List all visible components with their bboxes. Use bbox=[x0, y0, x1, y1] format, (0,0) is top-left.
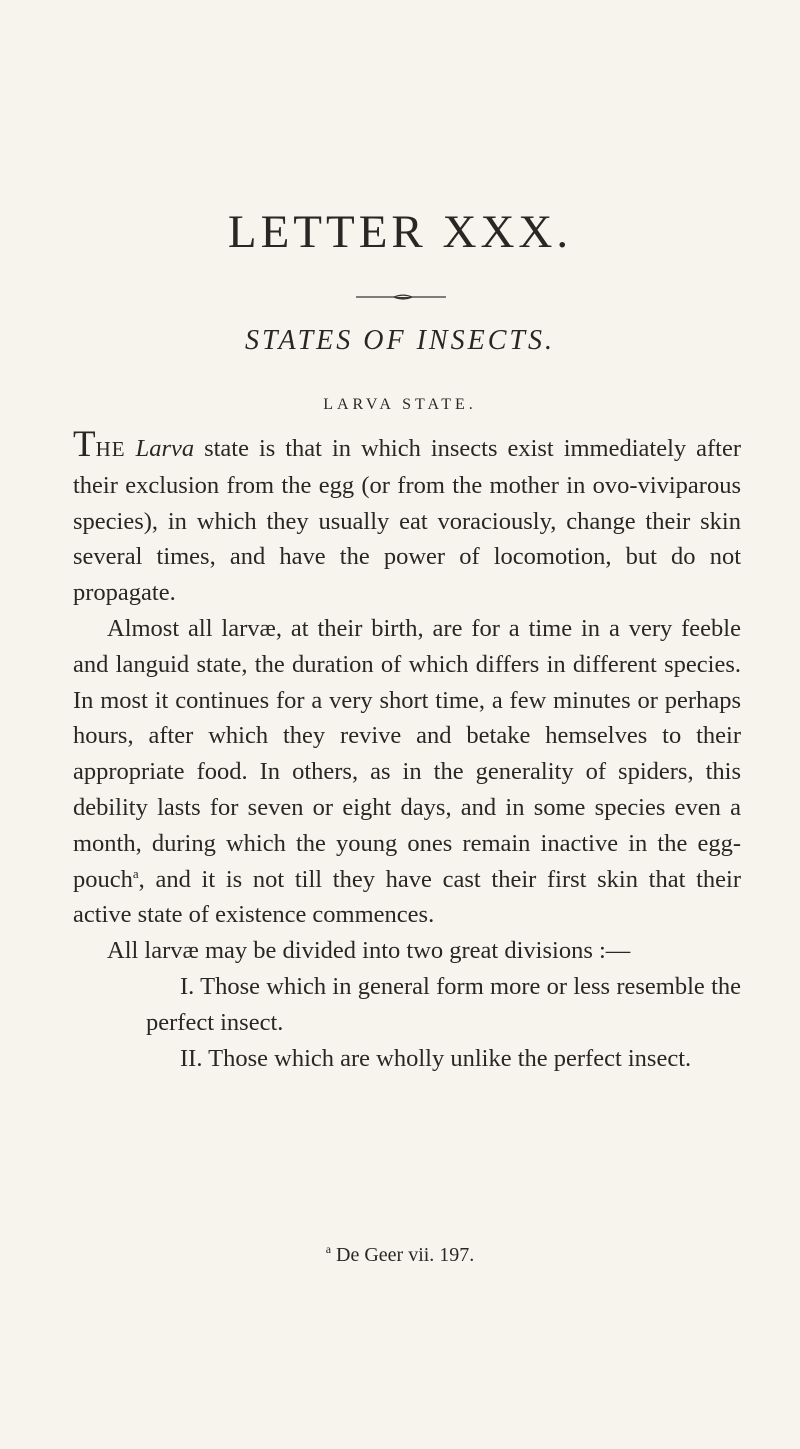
subsection-title: LARVA STATE. bbox=[323, 396, 477, 413]
list-item-division-2: II. Those which are wholly unlike the perfect insect. bbox=[180, 1044, 692, 1072]
footnote bbox=[0, 1244, 800, 1267]
paragraph-larva-definition bbox=[73, 424, 741, 611]
drop-cap: T bbox=[73, 424, 96, 465]
paragraph-text: , and it is not till they have cast their first skin that their active state of existence commences. bbox=[73, 865, 741, 929]
italic-term: Larva bbox=[135, 435, 195, 462]
section-title: STATES OF INSECTS. bbox=[245, 325, 555, 356]
letter-title: LETTER XXX. bbox=[227, 206, 573, 258]
paragraph-text: Almost all larvæ, at their birth, are for a time in a very feeble and languid state, the duration of which differs in different species. In most it continues for a very short time, a few minutes or perhaps hours, after which they revive and betake hemselves to their appropriate food. In others, as in the generality of spiders, this debility lasts for seven or eight days, and in some species even a month, during which the young ones remain inactive in the egg-pouch bbox=[73, 614, 741, 893]
small-caps-word: HE bbox=[95, 437, 126, 461]
body-text bbox=[73, 424, 741, 1076]
list-item-division-1: I. Those which in general form more or less resemble the perfect insect. bbox=[146, 972, 741, 1036]
ornament-rule bbox=[354, 294, 448, 300]
paragraph-divisions: All larvæ may be divided into two great divisions :— bbox=[107, 937, 631, 965]
footnote-mark: a bbox=[325, 1242, 332, 1256]
paragraph-text: state is that in which insects exist immediately after their exclusion from the egg (or from the mother in ovo-viviparous species), in which they usually eat voraciously, change their skin several times, and have the power of locomotion, but do not propagate. bbox=[73, 435, 741, 607]
footnote-text: De Geer vii. 197. bbox=[331, 1244, 475, 1266]
footnote-ref[interactable]: a bbox=[132, 865, 139, 881]
paragraph-larva-birth bbox=[73, 611, 741, 933]
